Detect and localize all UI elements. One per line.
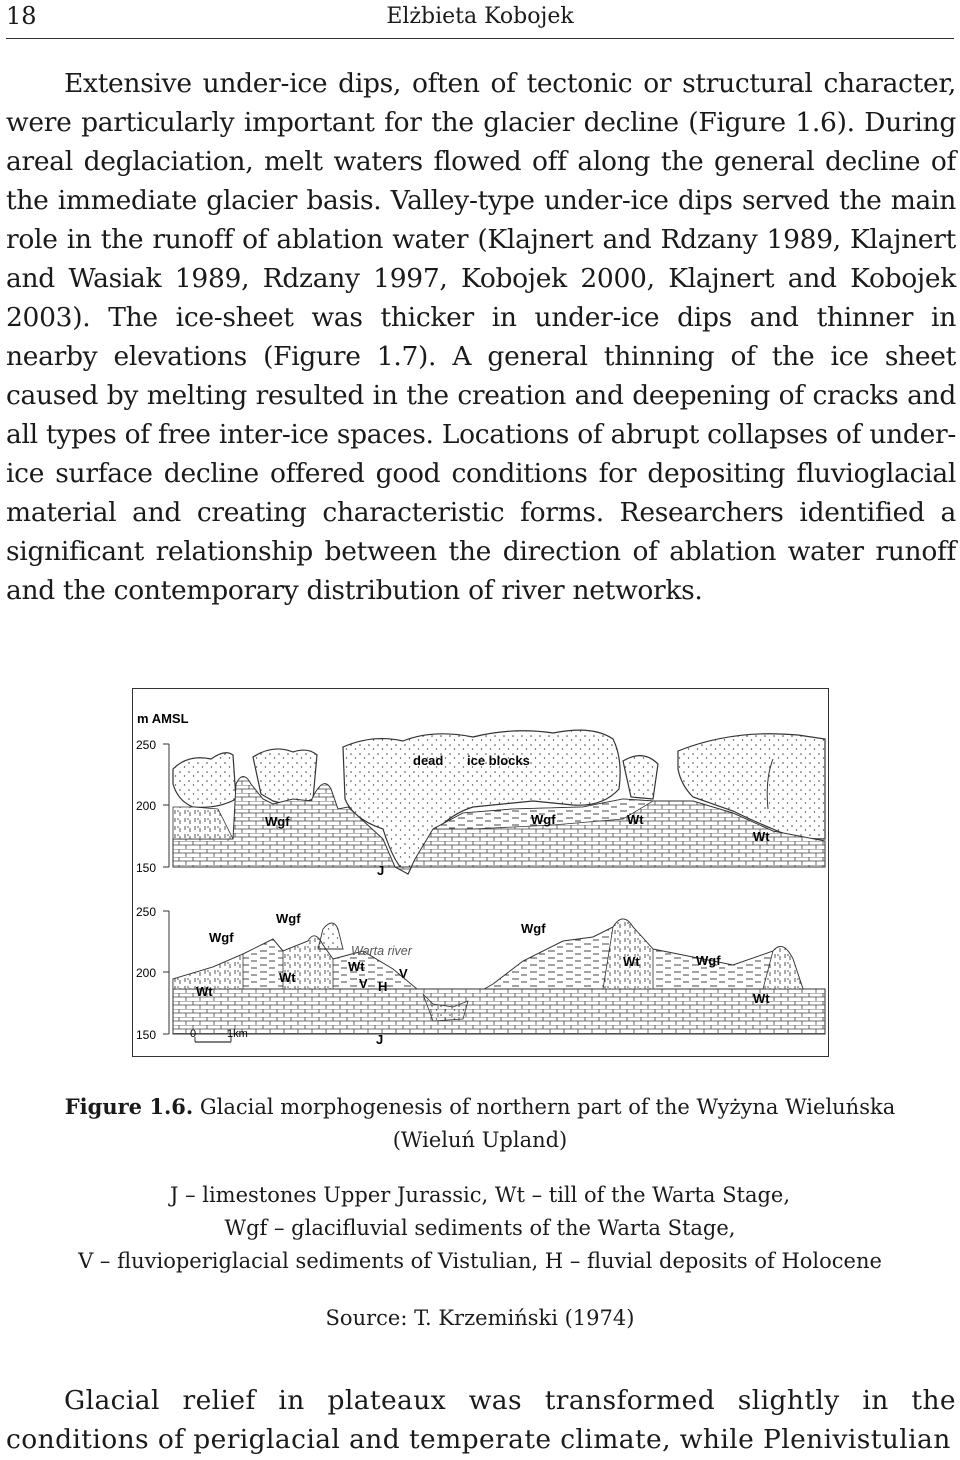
- bottom-tick-250: 250: [136, 905, 157, 919]
- bottom-terrain: [173, 919, 825, 1034]
- bottom-label-wgf-3: Wgf: [521, 921, 546, 936]
- bottom-label-wt-3: Wt: [348, 959, 365, 974]
- bottom-label-v-2: V: [399, 966, 408, 981]
- top-label-wt-2: Wt: [753, 829, 770, 844]
- bottom-tick-200: 200: [136, 966, 157, 980]
- bottom-label-wgf-1: Wgf: [209, 930, 234, 945]
- bottom-label-wt-1: Wt: [196, 984, 213, 999]
- top-tick-200: 200: [136, 799, 157, 813]
- bottom-label-j: J: [376, 1032, 384, 1047]
- figure-legend: [20, 1179, 940, 1278]
- bottom-label-wt-2: Wt: [279, 970, 296, 985]
- label-ice-blocks: ice blocks: [467, 753, 530, 768]
- cross-section-diagram: [133, 689, 828, 1056]
- figure-caption-label: Figure 1.6.: [64, 1094, 194, 1119]
- top-tick-150: 150: [136, 861, 157, 875]
- bottom-axis: [136, 905, 169, 1042]
- legend-line-3: V – fluvioperiglacial sediments of Vistulian, H – fluvial deposits of Holocene: [78, 1249, 882, 1273]
- legend-line-2: Wgf – glacifluvial sediments of the Warta Stage,: [224, 1216, 736, 1240]
- top-label-wgf-2: Wgf: [531, 812, 556, 827]
- figure-caption-text: Glacial morphogenesis of northern part of the Wyżyna Wieluńska: [199, 1095, 896, 1119]
- top-label-wgf-1: Wgf: [265, 814, 290, 829]
- figure-source: Source: T. Krzemiński (1974): [325, 1306, 635, 1330]
- bottom-label-h: H: [378, 979, 388, 994]
- body-paragraph-2: Glacial relief in plateaux was transformed slightly in the conditions of periglacial and temperate climate, while Plenivistulian: [6, 1385, 956, 1455]
- axis-title-m-amsl: m AMSL: [137, 711, 189, 726]
- bottom-label-v-1: V: [359, 976, 368, 991]
- running-head-author: Elżbieta Kobojek: [386, 4, 574, 29]
- top-axis: [136, 738, 169, 875]
- legend-line-1: J – limestones Upper Jurassic, Wt – till of the Warta Stage,: [169, 1183, 791, 1207]
- bottom-label-wt-5: Wt: [753, 991, 770, 1006]
- figure-caption-text-2: (Wieluń Upland): [392, 1128, 568, 1152]
- figure-caption: [20, 1090, 940, 1335]
- scale-end-label: 1km: [227, 1028, 248, 1040]
- top-label-wt-1: Wt: [627, 812, 644, 827]
- top-label-j: J: [377, 863, 385, 878]
- label-warta-river: Warta river: [351, 944, 412, 958]
- bottom-label-wgf-2: Wgf: [276, 911, 301, 926]
- bottom-label-wt-4: Wt: [623, 954, 640, 969]
- bottom-tick-150: 150: [136, 1028, 157, 1042]
- top-tick-250: 250: [136, 738, 157, 752]
- page-header: [6, 0, 954, 39]
- figure-glacial-cross-sections: [132, 688, 829, 1057]
- scale-start-label: 0: [190, 1028, 197, 1040]
- label-dead: dead: [413, 753, 444, 768]
- body-paragraph-1: Extensive under-ice dips, often of tectonic or structural character, were particularly important for the glacier decline (Figure 1.6). During areal deglaciation, melt waters flowed off along the general decline of the immediate glacier basis. Valley-type under-ice dips served the main role in the runoff of ablation water (Klajnert and Rdzany 1989, Klajnert and Wasiak 1989, Rdzany 1997, Kobojek 2000, Klajnert and Kobojek 2003). The ice-sheet was thicker in under-ice dips and thinner in nearby elevations (Figure 1.7). A general thinning of the ice sheet caused by melting resulted in the creation and deepening of cracks and all types of free inter-ice spaces. Locations of abrupt collapses of under-ice surface decline offered good conditions for depositing fluvioglacial material and creating characteristic forms. Researchers identified a significant relationship between the direction of ablation water runoff and the contemporary distribution of river networks.: [6, 68, 956, 606]
- bottom-label-wgf-4: Wgf: [696, 953, 721, 968]
- page-number: 18: [6, 2, 37, 30]
